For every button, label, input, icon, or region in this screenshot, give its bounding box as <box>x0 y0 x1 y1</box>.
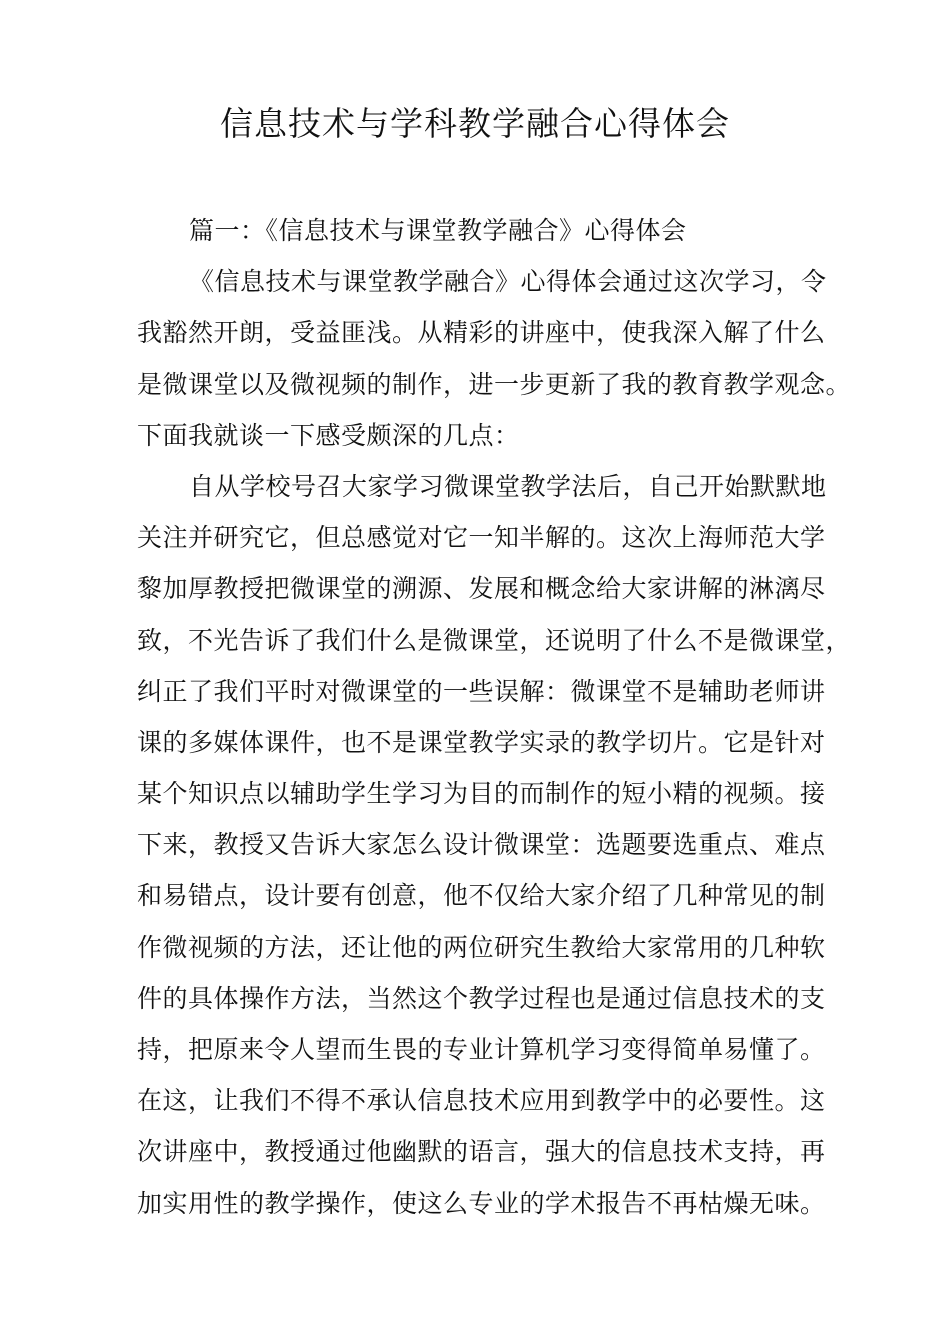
paragraph-2-line-3: 黎加厚教授把微课堂的溯源、发展和概念给大家讲解的淋漓尽 <box>137 574 826 604</box>
paragraph-2-line-10: 作微视频的方法，还让他的两位研究生教给大家常用的几种软 <box>137 932 826 962</box>
paragraph-2-line-11: 件的具体操作方法，当然这个教学过程也是通过信息技术的支 <box>137 983 826 1013</box>
document-body <box>137 205 857 1229</box>
paragraph-2-line-14: 次讲座中，教授通过他幽默的语言，强大的信息技术支持，再 <box>137 1137 826 1167</box>
paragraph-2-line-1: 自从学校号召大家学习微课堂教学法后，自己开始默默地 <box>189 471 827 501</box>
paragraph-2-line-4: 致，不光告诉了我们什么是微课堂，还说明了什么不是微课堂， <box>137 625 852 655</box>
paragraph-2-line-8: 下来，教授又告诉大家怎么设计微课堂：选题要选重点、难点 <box>137 830 826 860</box>
paragraph-2-line-13: 在这，让我们不得不承认信息技术应用到教学中的必要性。这 <box>137 1086 826 1116</box>
paragraph-1-line-1: 《信息技术与课堂教学融合》心得体会通过这次学习，令 <box>189 267 827 297</box>
paragraph-2-line-7: 某个知识点以辅助学生学习为目的而制作的短小精的视频。接 <box>137 779 826 809</box>
paragraph-2-line-15: 加实用性的教学操作，使这么专业的学术报告不再枯燥无味。 <box>137 1188 826 1218</box>
paragraph-2-line-5: 纠正了我们平时对微课堂的一些误解：微课堂不是辅助老师讲 <box>137 676 826 706</box>
paragraph-2-line-2: 关注并研究它，但总感觉对它一知半解的。这次上海师范大学 <box>137 523 826 553</box>
paragraph-2-line-6: 课的多媒体课件，也不是课堂教学实录的教学切片。它是针对 <box>137 727 826 757</box>
paragraph-1-line-3: 是微课堂以及微视频的制作，进一步更新了我的教育教学观念。 <box>137 369 852 399</box>
paragraph-1-line-4: 下面我就谈一下感受颇深的几点： <box>137 420 520 450</box>
section-heading: 篇一：《信息技术与课堂教学融合》心得体会 <box>189 216 687 245</box>
paragraph-2-line-12: 持，把原来令人望而生畏的专业计算机学习变得简单易懂了。 <box>137 1035 826 1064</box>
document-title: 信息技术与学科教学融合心得体会 <box>220 104 730 143</box>
paragraph-1-line-2: 我豁然开朗，受益匪浅。从精彩的讲座中，使我深入解了什么 <box>137 318 826 348</box>
paragraph-2-line-9: 和易错点，设计要有创意，他不仅给大家介绍了几种常见的制 <box>137 881 826 911</box>
